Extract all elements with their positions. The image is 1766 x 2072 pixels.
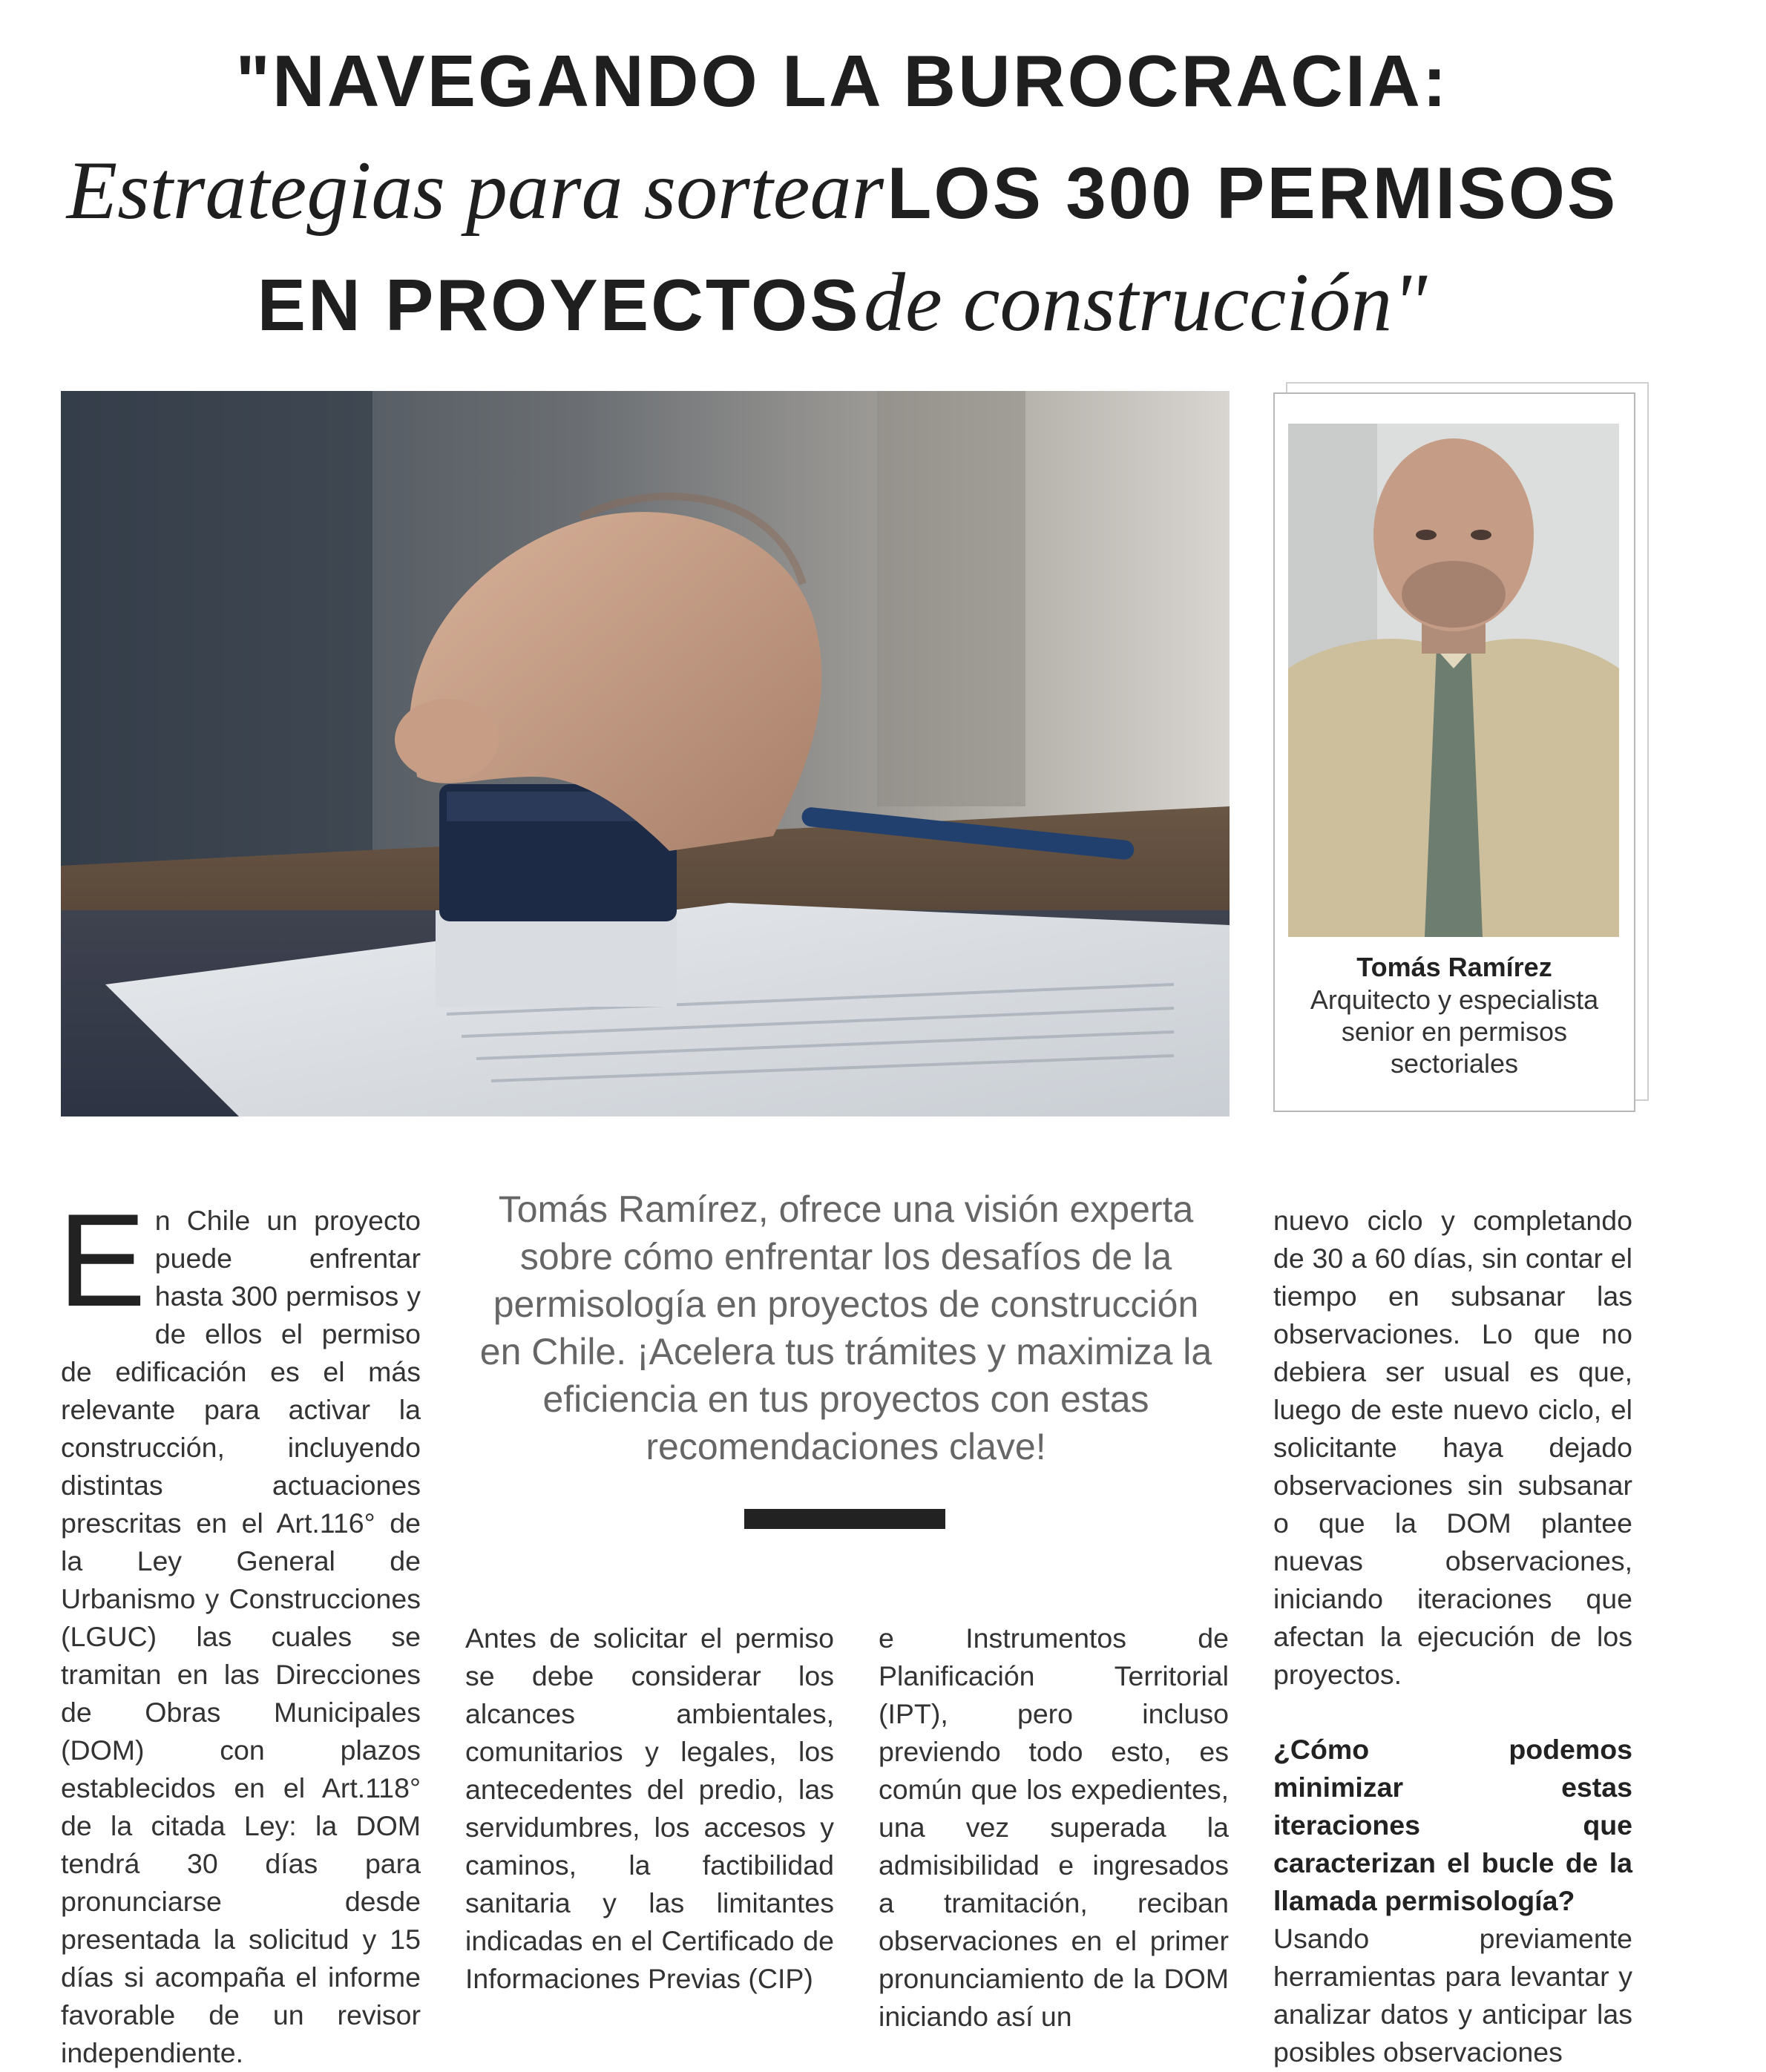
pull-quote: Tomás Ramírez, ofrece una visión experta sobre cómo enfrentar los desafíos de la permisología en proyectos de construcción en Chile. ¡Acelera tus trámites y maximiza la eficiencia en tus proyectos con estas recomendaciones clave! (479, 1188, 1212, 1467)
column-1-text: n Chile un proyecto puede enfrentar hasta 300 permisos y de ellos el permiso de edificación es el más relevante para activar la construcción, incluyendo distintas actuaciones prescritas en el Art.116° de la Ley General de Urbanismo y Construcciones (LGUC) las cuales se tramitan en las Direcciones de Obras Municipales (DOM) con plazos establecidos en el Art.118° de la citada Ley: la DOM tendrá 30 días para pronunciarse desde presentada la solicitud y 15 días si acompaña el informe favorable de un revisor independiente. (61, 1205, 421, 2068)
author-role-line: senior en permisos (1341, 1016, 1568, 1047)
column-4-text: nuevo ciclo y completando de 30 a 60 días, sin contar el tiempo en subsanar las observaciones. Lo que no debiera ser usual es que, luego de este nuevo ciclo, el solicitante haya dejado observaciones sin subsanar o que la DOM plantee nuevas observaciones, iniciando iteraciones que afectan la ejecución de los proyectos. (1273, 1205, 1632, 1690)
author-portrait-illustration (1288, 424, 1619, 937)
author-photo (1288, 424, 1619, 937)
quote-divider (744, 1509, 945, 1529)
main-photo (61, 391, 1230, 1116)
column-4-text-continued: Usando previamente herramientas para levantar y analizar datos y anticipar las posibles observaciones (1273, 1923, 1632, 2068)
article-column-2 (465, 1619, 834, 1998)
headline-line2-bold: LOS 300 PERMISOS (887, 152, 1618, 234)
article-column-4 (1273, 1202, 1632, 2071)
column-3-text: e Instrumentos de Planificación Territorial (IPT), pero incluso previendo todo esto, es común que los expedientes, una vez superada la admisibilidad e ingresados a tramitación, reciban observaciones en el primer pronunciamiento de la DOM iniciando así un (879, 1622, 1229, 2032)
headline-line3-italic: de construcción" (864, 257, 1428, 349)
headline-line3-bold: EN PROYECTOS (257, 264, 861, 346)
headline-line2-italic: Estrategias para sortear (66, 145, 884, 237)
author-role-line: Arquitecto y especialista (1310, 984, 1599, 1015)
author-card (1273, 392, 1635, 1112)
article-column-1 (58, 1186, 421, 2072)
column-2-text: Antes de solicitar el permiso se debe considerar los alcances ambientales, comunitarios y legales, los antecedentes del predio, las servidumbres, los accesos y caminos, la factibilidad sanitaria y las limitantes indicadas en el Certificado de Informaciones Previas (CIP) (465, 1622, 834, 1994)
headline (45, 37, 1640, 371)
section-subheading: ¿Cómo podemos minimizar estas iteraciones que caracterizan el bucle de la llamada permisología? (1273, 1734, 1632, 1916)
author-role (1297, 984, 1612, 1079)
author-role-line: sectoriales (1390, 1048, 1519, 1079)
author-name: Tomás Ramírez (1356, 952, 1552, 982)
article-column-3 (879, 1619, 1229, 2036)
stamp-photo-illustration (61, 391, 1230, 1116)
headline-line1: "NAVEGANDO LA BUROCRACIA: (235, 40, 1449, 122)
drop-cap: E (58, 1186, 146, 1334)
